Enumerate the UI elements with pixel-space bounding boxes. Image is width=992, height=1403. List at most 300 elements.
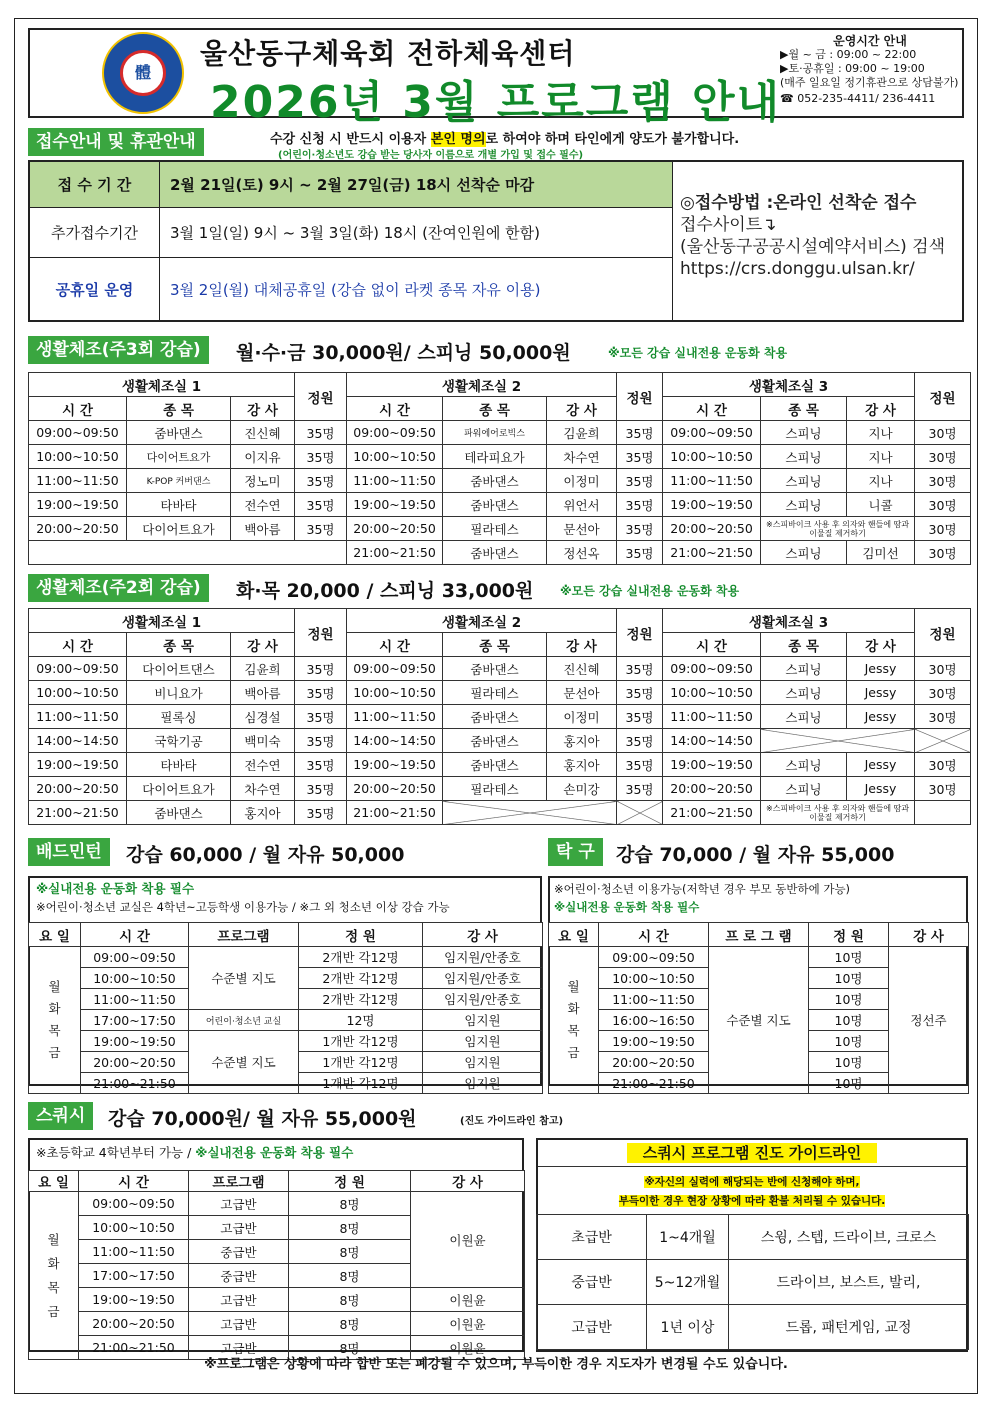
tabletennis-note2: ※실내전용 운동화 착용 필수 — [554, 900, 700, 914]
cell: 35명 — [295, 705, 347, 729]
cell: 09:00~09:50 — [599, 947, 709, 968]
cell: 19:00~19:50 — [663, 753, 761, 777]
notice-line2: (어린이·청소년도 강습 받는 당사자 이름으로 개별 가입 및 접수 필수) — [278, 150, 584, 161]
col-header: 정 원 — [289, 1171, 411, 1192]
cell: 30명 — [915, 657, 971, 681]
cell: 정선옥 — [547, 541, 617, 565]
cell: 11:00~11:50 — [663, 705, 761, 729]
col-header: 시 간 — [79, 1171, 189, 1192]
cell: 스피닝 — [761, 541, 847, 565]
cell: 중급반 — [189, 1264, 289, 1288]
cell: 21:00~21:50 — [599, 1073, 709, 1094]
cell: 11:00~11:50 — [347, 705, 443, 729]
table-row — [29, 493, 971, 517]
gym2-price: 화·목 20,000 / 스피닝 33,000원 — [236, 580, 534, 602]
cell: 스피닝 — [761, 681, 847, 705]
logo — [102, 32, 184, 114]
cap-header: 정원 — [915, 373, 971, 421]
cell: 고급반 — [189, 1336, 289, 1360]
cell: 이원윤 — [411, 1192, 525, 1288]
cell: 35명 — [617, 469, 663, 493]
cell: 19:00~19:50 — [81, 1031, 189, 1052]
cell: 김윤희 — [547, 421, 617, 445]
cell: 드롭, 패턴게임, 교정 — [729, 1305, 969, 1350]
cap-header: 정원 — [617, 609, 663, 657]
reception-box — [28, 160, 964, 322]
time-header: 시 간 — [29, 633, 127, 657]
notice-label: 접수안내 및 휴관안내 — [28, 128, 204, 156]
table-row — [29, 947, 543, 968]
cell: 줌바댄스 — [127, 421, 231, 445]
logo-mark: 體 — [120, 50, 166, 96]
cell: 고급반 — [189, 1192, 289, 1216]
cell: 17:00~17:50 — [79, 1264, 189, 1288]
cell: 2개반 각12명 — [299, 968, 423, 989]
reception-label: 추가접수기간 — [30, 208, 160, 257]
cell: 10명 — [809, 1052, 889, 1073]
cell: 20:00~20:50 — [79, 1312, 189, 1336]
teacher-header: 강 사 — [231, 633, 295, 657]
cell: 심경설 — [231, 705, 295, 729]
time-header: 시 간 — [347, 397, 443, 421]
gym2-schedule-table — [28, 608, 971, 825]
cell: 35명 — [617, 705, 663, 729]
cell: 홍지아 — [547, 729, 617, 753]
cell: 09:00~09:50 — [29, 657, 127, 681]
cell: 30명 — [915, 469, 971, 493]
cell: 21:00~21:50 — [29, 801, 127, 825]
cell: 진신혜 — [231, 421, 295, 445]
cell: 1~4개월 — [647, 1215, 729, 1260]
cell: 정선주 — [889, 947, 969, 1094]
cell: 1개반 각12명 — [299, 1031, 423, 1052]
cell: 10명 — [809, 1010, 889, 1031]
center-name: 울산동구체육회 전하체육센터 — [200, 37, 576, 70]
cell: Jessy — [847, 681, 915, 705]
col-header: 정 원 — [809, 923, 889, 947]
col-header: 요 일 — [29, 923, 81, 947]
cell: 21:00~21:50 — [663, 541, 761, 565]
gym3-note: ※모든 강습 실내전용 운동화 착용 — [608, 346, 788, 360]
gym2-note: ※모든 강습 실내전용 운동화 착용 — [560, 584, 740, 598]
cell: 줌바댄스 — [443, 657, 547, 681]
col-header: 요 일 — [549, 923, 599, 947]
cell: 10:00~10:50 — [29, 445, 127, 469]
cell: 21:00~21:50 — [347, 801, 443, 825]
cell: Jessy — [847, 657, 915, 681]
room-header: 생활체조실 1 — [29, 373, 295, 397]
program-header: 종 목 — [127, 397, 231, 421]
cell: Jessy — [847, 753, 915, 777]
cell: 김윤희 — [231, 657, 295, 681]
cell: 지나 — [847, 469, 915, 493]
cell: 35명 — [295, 753, 347, 777]
cell: 35명 — [617, 729, 663, 753]
cell: 20:00~20:50 — [663, 777, 761, 801]
badminton-note2: ※어린이·청소년 교실은 4학년~고등학생 이용가능 / ※그 외 청소년 이상 강습 가능 — [36, 900, 450, 914]
cell: 임지원 — [423, 1073, 543, 1094]
cap-header: 정원 — [295, 373, 347, 421]
cell: 35명 — [295, 729, 347, 753]
cell: 다이어트댄스 — [127, 657, 231, 681]
cell: 임지원 — [423, 1052, 543, 1073]
squash-price-note: (진도 가이드라인 참고) — [460, 1116, 564, 1127]
cell: 35명 — [617, 421, 663, 445]
cell: 14:00~14:50 — [663, 729, 761, 753]
cell: 19:00~19:50 — [79, 1288, 189, 1312]
cell: 10명 — [809, 947, 889, 968]
cell: 10명 — [809, 968, 889, 989]
squash-table — [28, 1170, 525, 1360]
tabletennis-notes — [554, 880, 850, 916]
guide-table — [536, 1214, 969, 1350]
spin-bike-note: ※스피바이크 사용 후 의자와 핸들에 땀과 이물질 제거하기 — [761, 801, 915, 825]
col-header: 시 간 — [81, 923, 189, 947]
header — [28, 28, 964, 128]
cell: 스윙, 스텝, 드라이브, 크로스 — [729, 1215, 969, 1260]
badminton-label: 배드민턴 — [28, 838, 110, 866]
cell: 35명 — [617, 445, 663, 469]
table-row — [29, 517, 971, 541]
squash-note-a: ※초등학교 4학년부터 가능 / — [36, 1145, 196, 1160]
cell: 전수연 — [231, 493, 295, 517]
cell: 10:00~10:50 — [81, 968, 189, 989]
empty-cell — [29, 541, 347, 565]
guide-note-2: 부득이한 경우 현장 상황에 따라 환불 처리될 수 있습니다. — [618, 1195, 886, 1207]
cell: 35명 — [617, 541, 663, 565]
room-header: 생활체조실 3 — [663, 609, 915, 633]
cell: 타바타 — [127, 753, 231, 777]
method-name: (울산동구공공시설예약서비스) 검색 — [680, 237, 945, 257]
cell: K-POP 커버댄스 — [127, 469, 231, 493]
empty-cell — [915, 801, 971, 825]
hours-note: (매주 일요일 정기휴관으로 상담불가) — [780, 76, 959, 89]
cell: 백아름 — [231, 517, 295, 541]
cell: 30명 — [915, 753, 971, 777]
table-row — [29, 1192, 525, 1216]
teacher-header: 강 사 — [847, 397, 915, 421]
method-url[interactable]: https://crs.donggu.ulsan.kr/ — [680, 259, 915, 279]
cell: 30명 — [915, 777, 971, 801]
cell: 초급반 — [537, 1215, 647, 1260]
cell: 8명 — [289, 1192, 411, 1216]
cap-header: 정원 — [915, 609, 971, 657]
cell: 이정미 — [547, 469, 617, 493]
room-header: 생활체조실 2 — [347, 373, 617, 397]
cap-header: 정원 — [617, 373, 663, 421]
cell: 임지원 — [423, 1031, 543, 1052]
cell: 정노미 — [231, 469, 295, 493]
cell: 고급반 — [537, 1305, 647, 1350]
cell: 20:00~20:50 — [29, 777, 127, 801]
cell: 09:00~09:50 — [663, 657, 761, 681]
cell: 스피닝 — [761, 777, 847, 801]
notice-line1 — [270, 128, 739, 147]
room-header: 생활체조실 3 — [663, 373, 915, 397]
cell: 백미숙 — [231, 729, 295, 753]
cell: 19:00~19:50 — [347, 493, 443, 517]
signup-method — [680, 192, 960, 280]
cell: 줌바댄스 — [443, 541, 547, 565]
cell: 8명 — [289, 1264, 411, 1288]
cell: 다이어트요가 — [127, 445, 231, 469]
cell: 지나 — [847, 445, 915, 469]
cell: 위언서 — [547, 493, 617, 517]
cell: 11:00~11:50 — [81, 989, 189, 1010]
cell: 필라테스 — [443, 517, 547, 541]
cell: 손미강 — [547, 777, 617, 801]
cell: 다이어트요가 — [127, 777, 231, 801]
table-row — [29, 1312, 525, 1336]
cell: 17:00~17:50 — [81, 1010, 189, 1031]
badminton-notes — [36, 880, 450, 916]
cell: 이정미 — [547, 705, 617, 729]
cell: 8명 — [289, 1312, 411, 1336]
cell: 타바타 — [127, 493, 231, 517]
room-header: 생활체조실 2 — [347, 609, 617, 633]
cell: 35명 — [295, 421, 347, 445]
time-header: 시 간 — [29, 397, 127, 421]
teacher-header: 강 사 — [231, 397, 295, 421]
cell: 백아름 — [231, 681, 295, 705]
table-row — [29, 705, 971, 729]
cell: 테라피요가 — [443, 445, 547, 469]
reception-label: 접 수 기 간 — [30, 162, 160, 207]
table-row — [29, 541, 971, 565]
cell: 홍지아 — [547, 753, 617, 777]
tabletennis-label: 탁 구 — [548, 838, 603, 866]
cell: 2개반 각12명 — [299, 947, 423, 968]
cell: 이지유 — [231, 445, 295, 469]
cell: 11:00~11:50 — [79, 1240, 189, 1264]
cell: 비니요가 — [127, 681, 231, 705]
hours-info — [780, 34, 960, 106]
squash-box — [28, 1138, 524, 1356]
cell: 10명 — [809, 1073, 889, 1094]
cell: 1개반 각12명 — [299, 1052, 423, 1073]
cell: 수준별 지도 — [189, 947, 299, 1010]
tabletennis-price: 강습 70,000 / 월 자유 55,000 — [616, 844, 895, 866]
cell: 09:00~09:50 — [79, 1192, 189, 1216]
cell: 줌바댄스 — [443, 705, 547, 729]
table-row — [29, 777, 971, 801]
cell: 09:00~09:50 — [347, 657, 443, 681]
cell: 35명 — [617, 777, 663, 801]
cell: 21:00~21:50 — [79, 1336, 189, 1360]
cell: 11:00~11:50 — [29, 469, 127, 493]
reception-row — [30, 208, 672, 258]
badminton-box — [28, 876, 542, 1091]
gym3-schedule-table — [28, 372, 971, 565]
time-header: 시 간 — [347, 633, 443, 657]
cell: 문선아 — [547, 681, 617, 705]
cell: 임지원/안종호 — [423, 989, 543, 1010]
table-row — [537, 1215, 969, 1260]
cell: 35명 — [617, 493, 663, 517]
cell: 16:00~16:50 — [599, 1010, 709, 1031]
cell: 19:00~19:50 — [663, 493, 761, 517]
table-row — [29, 421, 971, 445]
cell: 35명 — [295, 445, 347, 469]
cell: 8명 — [289, 1336, 411, 1360]
cell: 김미선 — [847, 541, 915, 565]
method-title: ◎접수방법 :온라인 선착순 접수 — [680, 193, 917, 213]
divider — [672, 162, 673, 320]
table-row — [29, 1010, 543, 1031]
col-header: 요 일 — [29, 1171, 79, 1192]
cell: 35명 — [295, 517, 347, 541]
cell: 10:00~10:50 — [599, 968, 709, 989]
guide-note — [538, 1170, 966, 1208]
cell: 중급반 — [189, 1240, 289, 1264]
col-header: 강 사 — [423, 923, 543, 947]
cell: 수준별 지도 — [189, 1031, 299, 1094]
cell: 줌바댄스 — [443, 493, 547, 517]
badminton-note1: ※실내전용 운동화 착용 필수 — [36, 881, 195, 896]
cell: 고급반 — [189, 1216, 289, 1240]
reception-label: 공휴일 운영 — [30, 258, 160, 320]
cell: 스피닝 — [761, 469, 847, 493]
badminton-price: 강습 60,000 / 월 자유 50,000 — [126, 844, 405, 866]
cell: 8명 — [289, 1240, 411, 1264]
cell: 1년 이상 — [647, 1305, 729, 1350]
cell: 줌바댄스 — [443, 729, 547, 753]
col-header: 강 사 — [411, 1171, 525, 1192]
teacher-header: 강 사 — [547, 633, 617, 657]
cell: 10:00~10:50 — [663, 445, 761, 469]
cell: 지나 — [847, 421, 915, 445]
cell: Jessy — [847, 705, 915, 729]
time-header: 시 간 — [663, 397, 761, 421]
cell: 5~12개월 — [647, 1260, 729, 1305]
table-row — [29, 681, 971, 705]
page-title: 2026년 3월 프로그램 안내 — [210, 77, 782, 128]
col-header: 프 로 그 램 — [709, 923, 809, 947]
cell: 30명 — [915, 493, 971, 517]
cell: 35명 — [617, 657, 663, 681]
cell: 필라테스 — [443, 681, 547, 705]
cell: 줌바댄스 — [443, 753, 547, 777]
cell: 줌바댄스 — [127, 801, 231, 825]
cell: 30명 — [915, 541, 971, 565]
cell: 21:00~21:50 — [81, 1073, 189, 1094]
squash-price: 강습 70,000원/ 월 자유 55,000원 — [108, 1108, 417, 1130]
cell: 35명 — [295, 657, 347, 681]
cell: 20:00~20:50 — [599, 1052, 709, 1073]
reception-row — [30, 162, 672, 208]
cell: 35명 — [617, 517, 663, 541]
footer-note: ※프로그램은 상황에 따라 합반 또는 폐강될 수 있으며, 부득이한 경우 지도자가 변경될 수도 있습니다. — [204, 1357, 788, 1372]
squash-label: 스쿼시 — [28, 1102, 93, 1130]
gym2-label: 생활체조(주2회 강습) — [28, 574, 209, 602]
program-header: 종 목 — [443, 633, 547, 657]
cell: 30명 — [915, 445, 971, 469]
cell: 35명 — [295, 777, 347, 801]
cell: 12명 — [299, 1010, 423, 1031]
tabletennis-note1: ※어린이·청소년 이용가능(저학년 경우 부모 동반하에 가능) — [554, 882, 851, 896]
cell: 스피닝 — [761, 705, 847, 729]
cell: 스피닝 — [761, 445, 847, 469]
guide-title-row — [538, 1140, 966, 1167]
cell: 고급반 — [189, 1288, 289, 1312]
badminton-table — [28, 922, 543, 1094]
empty-crossed-cell — [617, 801, 663, 825]
cell: 09:00~09:50 — [347, 421, 443, 445]
cell: 10:00~10:50 — [347, 445, 443, 469]
cell: 임지원/안종호 — [423, 947, 543, 968]
cell: 이원윤 — [411, 1336, 525, 1360]
tabletennis-box — [548, 876, 968, 1091]
cell: 20:00~20:50 — [29, 517, 127, 541]
teacher-header: 강 사 — [547, 397, 617, 421]
cell: 35명 — [295, 801, 347, 825]
cell: 30명 — [915, 421, 971, 445]
cell: 필록싱 — [127, 705, 231, 729]
cell: 차수연 — [547, 445, 617, 469]
cell: 19:00~19:50 — [29, 753, 127, 777]
cell: 임지원 — [423, 1010, 543, 1031]
cell: 35명 — [295, 469, 347, 493]
cell: 고급반 — [189, 1312, 289, 1336]
cell: 19:00~19:50 — [29, 493, 127, 517]
cell: 20:00~20:50 — [81, 1052, 189, 1073]
squash-guide-box — [536, 1138, 968, 1352]
cell: 11:00~11:50 — [347, 469, 443, 493]
cell: 파워에어로빅스 — [443, 421, 547, 445]
program-header: 종 목 — [127, 633, 231, 657]
cell: 스피닝 — [761, 493, 847, 517]
day-cell: 월 화 목 금 — [29, 1192, 79, 1360]
col-header: 정 원 — [299, 923, 423, 947]
cell: 11:00~11:50 — [663, 469, 761, 493]
gym3-price: 월·수·금 30,000원/ 스피닝 50,000원 — [236, 342, 571, 364]
time-header: 시 간 — [663, 633, 761, 657]
cell: 차수연 — [231, 777, 295, 801]
cell: 줌바댄스 — [443, 469, 547, 493]
cell: 이원윤 — [411, 1312, 525, 1336]
cell: 35명 — [617, 753, 663, 777]
cell: 중급반 — [537, 1260, 647, 1305]
cell: 다이어트요가 — [127, 517, 231, 541]
cell: 진신혜 — [547, 657, 617, 681]
cell: 19:00~19:50 — [347, 753, 443, 777]
cell: 니콜 — [847, 493, 915, 517]
cell: 국학기공 — [127, 729, 231, 753]
cell: 드라이브, 보스트, 발리, — [729, 1260, 969, 1305]
table-row — [29, 1031, 543, 1052]
cell: 35명 — [295, 493, 347, 517]
cap-header: 정원 — [295, 609, 347, 657]
cell: 10:00~10:50 — [347, 681, 443, 705]
teacher-header: 강 사 — [847, 633, 915, 657]
cell: 이원윤 — [411, 1288, 525, 1312]
cell: 19:00~19:50 — [599, 1031, 709, 1052]
cell: 홍지아 — [231, 801, 295, 825]
table-row — [29, 657, 971, 681]
cell: Jessy — [847, 777, 915, 801]
table-row — [29, 445, 971, 469]
guide-title: 스쿼시 프로그램 진도 가이드라인 — [627, 1143, 878, 1163]
notice-text-b: 로 하여야 하며 타인에게 양도가 불가합니다. — [485, 132, 740, 147]
table-row — [29, 729, 971, 753]
cell: 09:00~09:50 — [663, 421, 761, 445]
cell: 35명 — [295, 681, 347, 705]
cell: 10명 — [809, 1031, 889, 1052]
program-header: 종 목 — [443, 397, 547, 421]
cell: 2개반 각12명 — [299, 989, 423, 1010]
reception-row — [30, 258, 672, 320]
cell: 30명 — [915, 705, 971, 729]
